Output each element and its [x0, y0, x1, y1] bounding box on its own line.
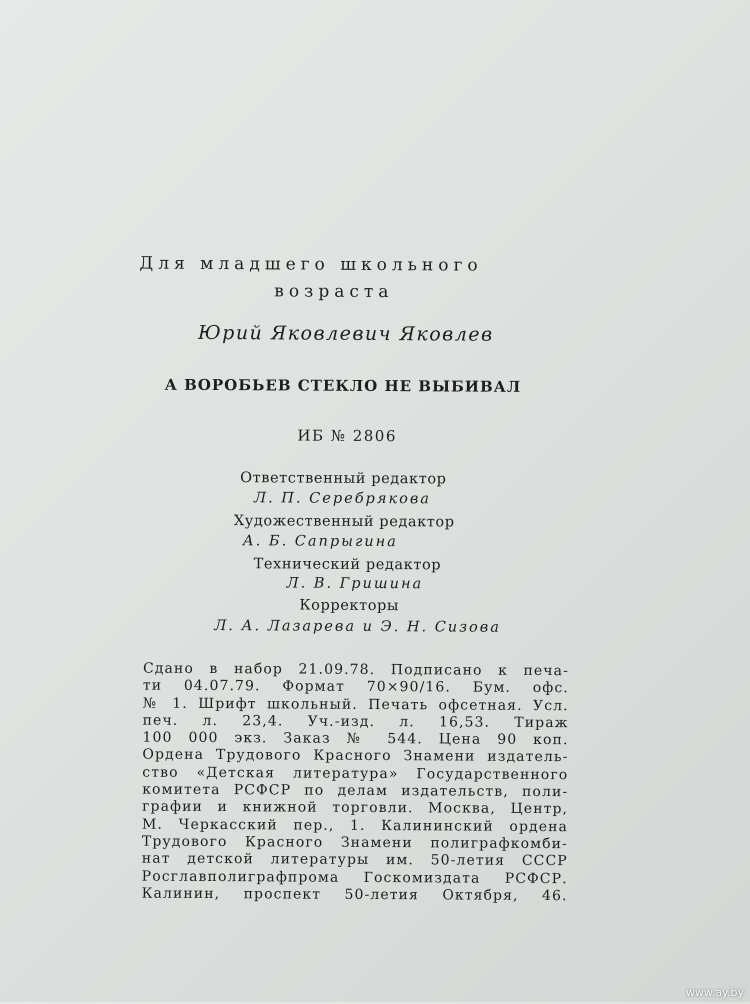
site-watermark: www.ay.by [685, 986, 744, 999]
imprint-line: печ. л. 23,4. Уч.-изд. л. 16,53. Тираж [142, 712, 569, 732]
imprint-line: 100 000 экз. Заказ № 544. Цена 90 коп. [142, 729, 569, 749]
ib-number: ИБ № 2806 [297, 426, 397, 446]
author-name: Юрий Яковлевич Яковлев [197, 321, 494, 346]
imprint-line: Ордена Трудового Красного Знамени издатель- [142, 747, 569, 766]
imprint-line: Росглавполиграфпрома Госкомиздата РСФСР. [141, 868, 568, 887]
credit-role-technical-editor: Технический редактор [253, 556, 442, 574]
imprint-line: Калинин, проспект 50-летия Октября, 46. [141, 885, 568, 905]
audience-line-2: возраста [274, 281, 394, 303]
imprint-line: М. Черкасский пер., 1. Калининский ордена [141, 816, 569, 835]
credit-person-proofreaders: Л. А. Лазарева и Э. Н. Сизова [214, 618, 501, 636]
credit-person-technical-editor: Л. В. Гришина [286, 575, 424, 593]
imprint-line: комитета РСФСР по делам издательств, поли- [142, 781, 569, 801]
imprint-line: Трудового Красного Знамени полиграфкомби- [141, 833, 568, 853]
imprint-block [142, 661, 569, 906]
book-title: А ВОРОБЬЕВ СТЕКЛО НЕ ВЫБИВАЛ [164, 375, 522, 396]
imprint-line: ти 04.07.79. Формат 70×90/16. Бум. офс. [142, 677, 569, 697]
imprint-line: графии и книжной торговли. Москва, Центр, [142, 798, 569, 818]
imprint-line: ство «Детская литература» Государственного [142, 764, 569, 783]
imprint-line: Сдано в набор 21.09.78. Подписано к печа- [142, 660, 570, 680]
credit-person-art-editor: А. Б. Сапрыгина [242, 533, 398, 551]
credit-person-responsible-editor: Л. П. Серебрякова [253, 490, 431, 508]
credit-role-proofreaders: Корректоры [299, 597, 400, 615]
credit-role-responsible-editor: Ответственный редактор [240, 470, 447, 488]
audience-line-1: Для младшего школьного [139, 253, 483, 276]
credit-role-art-editor: Художественный редактор [233, 513, 455, 531]
imprint-line: № 1. Шрифт школьный. Печать офсетная. Усл. [142, 695, 569, 714]
imprint-line: нат детской литературы им. 50-летия СССР [141, 850, 568, 870]
